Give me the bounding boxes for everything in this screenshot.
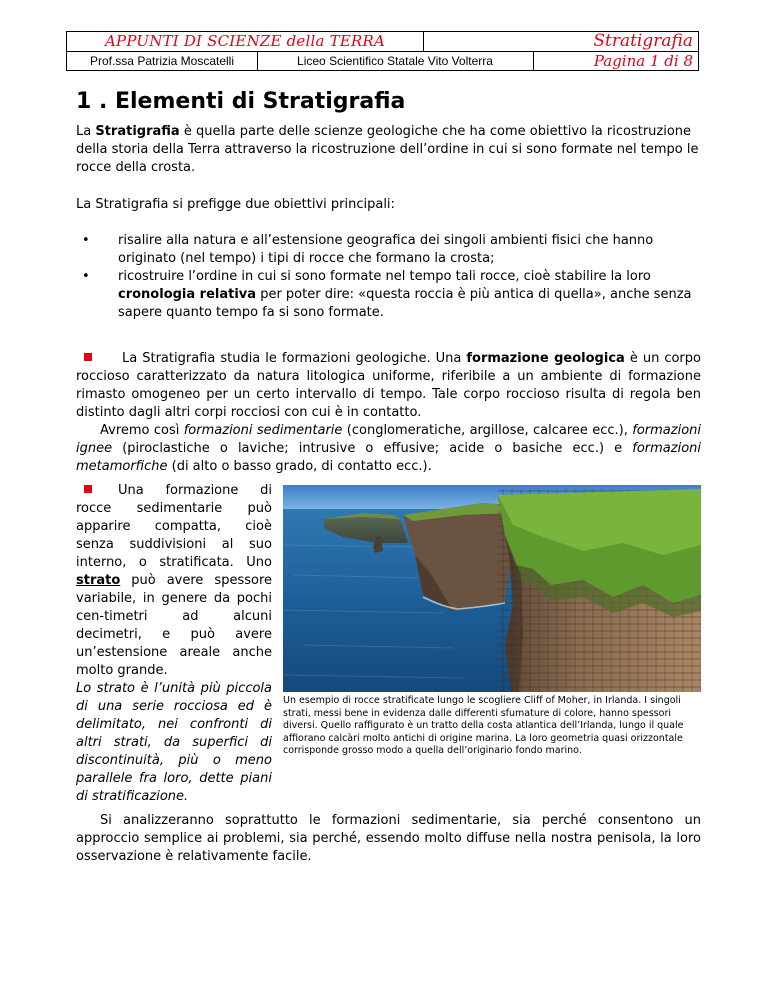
- formations-paragraph: [76, 350, 701, 422]
- bullet-icon: •: [82, 233, 90, 248]
- metamorphic-term: formazioni metamorfiche: [76, 441, 701, 474]
- header-teacher: Prof.ssa Patrizia Moscatelli: [89, 54, 235, 68]
- objectives-list: [76, 232, 701, 322]
- closing-paragraph: Si analizzeranno soprattutto le formazioni sedimentarie, sia perché consentono un approccio semplice ai problemi, sia perché, essendo molto diffuse nella nostra penisola, la loro osservazione è relativamente facile.: [76, 813, 701, 864]
- header-section: Stratigrafia: [593, 31, 693, 51]
- intro-term: Stratigrafia: [95, 124, 180, 139]
- red-square-icon: [84, 353, 92, 361]
- intro-paragraph: [76, 123, 701, 177]
- strata-text: può avere spessore variabile, in genere da pochi cen-timetri ad alcuni decimetri, e può avere un’estensione areale anche molto grande.: [76, 573, 272, 678]
- formations-text: (di alto o basso grado, di contatto ecc.).: [167, 459, 432, 474]
- header-page-number: Pagina 1 di 8: [593, 52, 693, 70]
- formations-text: è un corpo roccioso caratterizzato da natura litologica uniforme, riferibile a un ambiente di formazione rimasto omogeneo per un certo intervallo di tempo. Tale corpo roccioso risulta di regola ben distinto dagli altri corpi rocciosi con cui è in contatto.: [76, 351, 701, 420]
- strata-text: Una formazione di rocce sedimentarie può apparire compatta, cioè senza suddivisioni al suo interno, o stratificata. Uno: [76, 483, 272, 570]
- list-item-text: ricostruire l’ordine in cui si sono formate nel tempo tali rocce, cioè stabilire la loro: [118, 269, 651, 284]
- sedimentary-term: formazioni sedimentarie: [183, 423, 343, 438]
- list-item: [76, 232, 701, 268]
- page-title: 1 . Elementi di Stratigrafia: [76, 89, 406, 114]
- list-item-text: risalire alla natura e all’estensione geografica dei singoli ambienti fisici che hanno originato (nel tempo) i tipi di rocce che formano la crosta;: [118, 233, 654, 266]
- igneous-term: formazioni ignee: [76, 423, 701, 456]
- formations-text: Avremo così: [100, 423, 184, 438]
- bullet-icon: •: [82, 269, 90, 284]
- header-title: APPUNTI DI SCIENZE della TERRA: [105, 32, 385, 50]
- formations-text: (conglomeratiche, argillose, calcaree ecc.),: [342, 423, 633, 438]
- objectives-intro: La Stratigrafia si prefigge due obiettivi principali:: [76, 197, 395, 212]
- list-item: [76, 268, 701, 322]
- strata-paragraph: [76, 482, 272, 806]
- photo-caption: Un esempio di rocce stratificate lungo le scogliere Cliff of Moher, in Irlanda. I singoli strati, messi bene in evidenza dalle differenti sfumature di colore, hanno spessori diversi. Quello raffigurato è un tratto della costa atlantica dell’Irlanda, lungo il quale affiorano calcàri molto antichi di origine marina. La loro geometria quasi orizzontale corrisponde grosso modo a quella dell’originario fondo marino.: [283, 695, 684, 757]
- list-item-text: per poter dire: «questa roccia è più antica di quella», anche senza sapere quanto tempo fa si sono formate.: [118, 287, 692, 320]
- strata-definition: Lo strato è l’unità più piccola di una serie rocciosa ed è delimitato, nei confronti di altri strati, da superfici di discontinuità, più o meno parallele fra loro, dette piani di stratificazione.: [76, 681, 272, 804]
- page-header: [66, 31, 699, 71]
- formations-text: La Stratigrafia studia le formazioni geologiche. Una: [122, 351, 467, 366]
- intro-text: è quella parte delle scienze geologiche che ha come obiettivo la ricostruzione della storia della Terra attraverso la ricostruzione dell’ordine in cui si sono formate nel tempo le rocce della crosta.: [76, 124, 699, 175]
- formations-text: (piroclastiche o laviche; intrusive o effusive; acide o basiche ecc.) e: [112, 441, 633, 456]
- formations-types-paragraph: [76, 422, 701, 476]
- list-item-term: cronologia relativa: [118, 287, 257, 302]
- cliffs-photo: [283, 485, 701, 692]
- intro-text: La: [76, 124, 96, 139]
- red-square-icon: [84, 485, 92, 493]
- header-school: Liceo Scientifico Statale Vito Volterra: [297, 54, 493, 68]
- header-divider: [423, 32, 424, 51]
- strata-term: strato: [76, 573, 121, 588]
- formations-term: formazione geologica: [466, 351, 625, 366]
